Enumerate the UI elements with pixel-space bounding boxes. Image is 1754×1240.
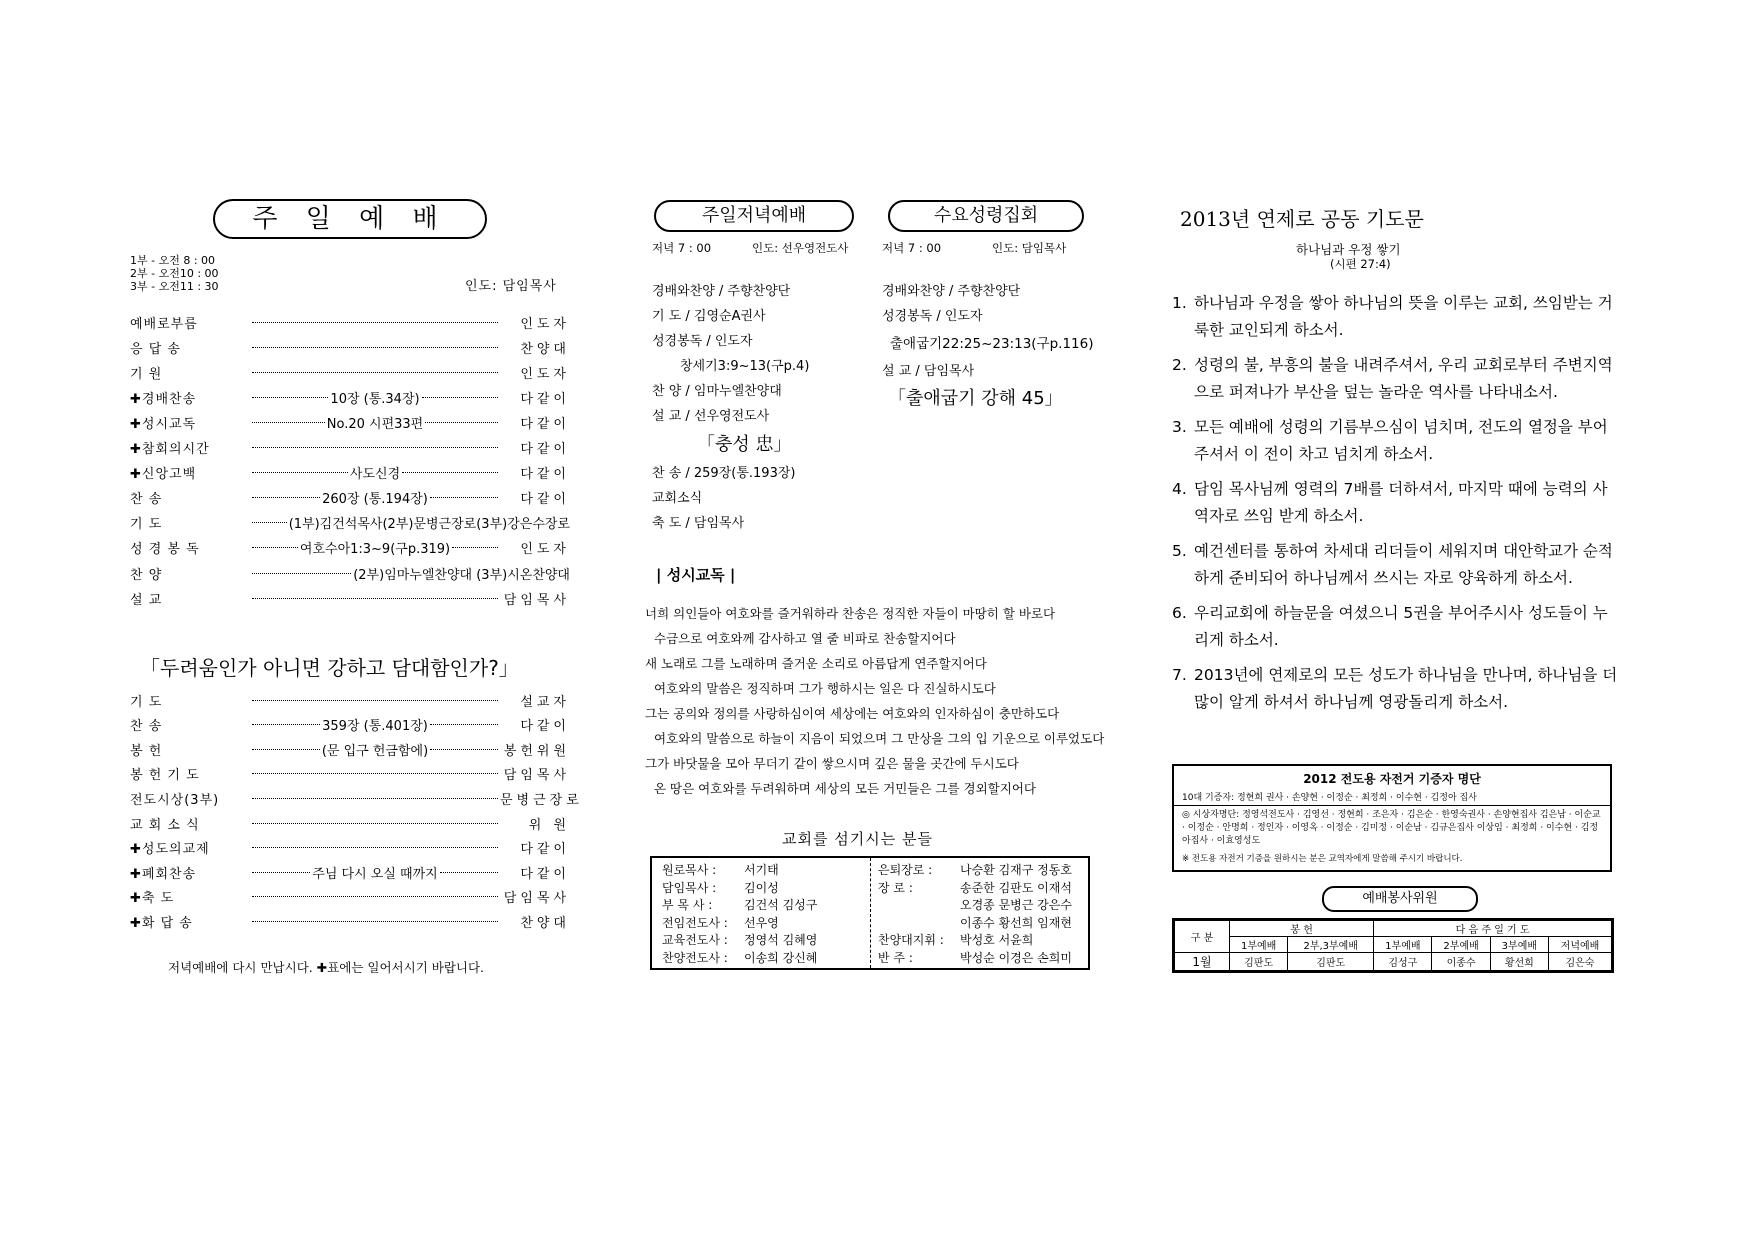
prayer-text: 우리교회에 하늘문을 여셨으니 5권을 부어주시사 성도들이 누리게 하소서. (1194, 604, 1608, 649)
order-label: ✚성도의교제 (130, 842, 210, 858)
order-responsible: 다같이 (520, 866, 570, 882)
wednesday-order (882, 280, 1102, 420)
wednesday-item: 설 교 / 담임목사 (882, 364, 975, 379)
order-responsible: 위 원 (528, 817, 570, 833)
service-order-row (130, 788, 583, 808)
order-detail-line (250, 447, 500, 448)
prayer-item (1172, 414, 1622, 468)
service-order-row (130, 362, 570, 382)
donor-note: ※ 전도용 자전거 기증을 원하시는 분은 교역자에게 말씀해 주시기 바랍니다. (1182, 854, 1463, 864)
prayer-reference: (시편 27:4) (1330, 257, 1391, 271)
prayer-number: 6. (1172, 604, 1187, 622)
service-order-row (130, 513, 570, 533)
wednesday-time: 저녁 7 : 00 (882, 241, 942, 255)
servant-row (662, 914, 867, 932)
order-detail-line (250, 847, 500, 848)
evening-item: 경배와찬양 / 주향찬양단 (652, 284, 791, 299)
leader-dots (430, 497, 498, 498)
servant-row (878, 896, 1083, 914)
order-label: ✚신앙고백 (130, 467, 197, 483)
wednesday-item: 출애굽기22:25~23:13(구p.116) (890, 336, 1094, 352)
order-responsible: 다같이 (520, 416, 570, 432)
servant-role: 원로목사 : (662, 863, 717, 877)
duty-sub: 2부예배 (1432, 937, 1490, 953)
order-detail-line (250, 413, 500, 432)
reading-line: 새 노래로 그를 노래하며 즐거운 소리로 아름답게 연주할지어다 (645, 656, 987, 671)
duty-name: 김판도 (1230, 953, 1288, 971)
order-detail-line (250, 823, 500, 824)
service-order-row (130, 312, 570, 332)
leader-dots (252, 598, 498, 599)
leader-dots (252, 472, 348, 473)
servant-names: 나승환 김재구 정동호 (960, 863, 1072, 877)
order-detail: (1부)김건석목사(2부)문병근장로(3부)강은수장로 (288, 517, 570, 533)
duty-name: 김판도 (1288, 953, 1374, 971)
prayer-item (1172, 476, 1622, 530)
service-time-2: 2부 - 오전10 : 00 (130, 267, 219, 280)
service-order-row (130, 463, 570, 483)
prayer-text: 하나님과 우정을 쌓아 하나님의 뜻을 이루는 교회, 쓰임받는 거룩한 교인되게 하소서. (1194, 294, 1613, 339)
servant-row (878, 861, 1083, 879)
prayer-number: 2. (1172, 356, 1187, 374)
duty-sub: 저녁예배 (1548, 937, 1611, 953)
leader-dots (252, 823, 498, 824)
leader-dots (252, 573, 351, 574)
order-detail-line (250, 863, 500, 882)
wednesday-item: 경배와찬양 / 주향찬양단 (882, 284, 1021, 299)
servant-names: 박성호 서윤희 (960, 933, 1034, 947)
evening-item: 교회소식 (652, 491, 703, 506)
reading-line: 온 땅은 여호와를 두려워하며 세상의 모든 거민들은 그를 경외할지어다 (654, 781, 1036, 796)
service-order-row (130, 438, 570, 458)
leader-dots (252, 322, 498, 323)
order-label: ✚경배찬송 (130, 391, 197, 407)
servant-names: 이송희 강신혜 (744, 950, 818, 965)
servant-row (662, 896, 867, 914)
order-detail-line (250, 538, 500, 557)
order-label: 찬 양 (130, 567, 163, 583)
order-responsible: 설교자 (520, 694, 570, 710)
order-detail: 사도신경 (349, 467, 401, 483)
leader-dots (252, 522, 287, 523)
order-detail-line (250, 372, 500, 373)
order-detail-line (250, 598, 500, 599)
leader-dots (425, 422, 498, 423)
reading-line: 여호와의 말씀은 정직하며 그가 행하시는 일은 다 진실하시도다 (654, 681, 996, 696)
order-responsible: 다같이 (520, 492, 570, 508)
wednesday-item: 성경봉독 / 인도자 (882, 309, 983, 324)
order-detail: (문 입구 헌금함에) (321, 743, 429, 759)
order-detail: 주님 다시 오실 때까지 (312, 866, 438, 882)
responsive-reading (645, 604, 1115, 804)
service-order-2 (130, 690, 583, 950)
service-time-1: 1부 - 오전 8 : 00 (130, 254, 216, 267)
service-order-row (130, 764, 570, 784)
prayer-item (1172, 600, 1622, 654)
servant-names: 선우영 (744, 915, 779, 930)
servant-role: 교육전도사 : (662, 933, 728, 947)
servant-row (662, 879, 867, 897)
sermon-title: 「두려움인가 아니면 강하고 담대함인가?」 (140, 656, 519, 680)
servant-names: 김이성 (744, 880, 779, 895)
servant-row (878, 949, 1083, 967)
prayer-number: 3. (1172, 418, 1187, 436)
prayer-text: 성령의 불, 부흥의 불을 내려주셔서, 우리 교회로부터 주변지역으로 퍼져나가 부산을 덮는 놀라운 역사를 나타내소서. (1194, 356, 1613, 401)
duty-name: 김은숙 (1548, 953, 1611, 971)
order-responsible: 다같이 (520, 842, 570, 858)
leader-dots (252, 847, 498, 848)
leader-dots (252, 872, 310, 873)
servant-names: 송준한 김판도 이재석 (960, 880, 1072, 895)
servant-row (662, 931, 867, 949)
servant-names: 서기태 (744, 863, 779, 877)
order-detail-line (250, 488, 500, 507)
responsive-reading-heading: | 성시교독 | (656, 566, 736, 584)
wednesday-leader: 인도: 담임목사 (992, 241, 1067, 255)
reading-line: 수금으로 여호와께 감사하고 열 줄 비파로 찬송할지어다 (654, 631, 956, 646)
order-label: ✚폐회찬송 (130, 866, 197, 882)
leader-dots (402, 472, 498, 473)
duty-name: 이종수 (1432, 953, 1490, 971)
leader-dots (252, 372, 498, 373)
order-detail: 여호수아1:3~9(구p.319) (299, 542, 451, 558)
service-leader: 인도: 담임목사 (465, 279, 557, 294)
evening-item: 찬 송 / 259장(통.193장) (652, 466, 796, 481)
prayer-item (1172, 352, 1622, 406)
leader-dots (252, 422, 325, 423)
order-label: 봉 헌 (130, 743, 163, 759)
order-responsible: 다같이 (520, 719, 570, 735)
order-label: 예배로부름 (130, 316, 198, 332)
order-detail-line (250, 463, 500, 482)
duty-header-offering: 봉 헌 (1230, 921, 1374, 937)
service-times (130, 254, 219, 293)
order-detail: 260장 (통.194장) (322, 492, 428, 508)
evening-item: 창세기3:9~13(구p.4) (680, 359, 810, 374)
servant-role: 찬양전도사 : (662, 950, 728, 965)
leader-dots (252, 773, 498, 774)
servant-role: 반 주 : (878, 950, 913, 965)
duty-sub: 2부,3부예배 (1288, 937, 1374, 953)
order-label: 교 회 소 식 (130, 817, 200, 833)
prayer-item (1172, 290, 1622, 344)
servants-box (650, 856, 1090, 970)
order-responsible: 담임목사 (503, 891, 570, 907)
order-label: ✚성시교독 (130, 416, 197, 432)
servant-row (878, 931, 1083, 949)
evening-time: 저녁 7 : 00 (652, 241, 712, 255)
servant-names: 이종수 황선희 임재현 (960, 915, 1072, 930)
order-label: ✚축 도 (130, 891, 175, 907)
order-responsible: 다같이 (520, 442, 570, 457)
order-responsible: 인도자 (520, 542, 570, 558)
order-label: 성 경 봉 독 (130, 542, 200, 558)
duty-sub: 3부예배 (1490, 937, 1548, 953)
service-order-row (130, 387, 570, 407)
servant-names: 정영석 김혜영 (744, 933, 818, 947)
order-detail: 10장 (통.34장) (330, 391, 420, 407)
duty-month: 1월 (1175, 953, 1230, 971)
order-detail-line (250, 564, 570, 583)
servants-divider (870, 858, 871, 968)
prayer-number: 4. (1172, 480, 1187, 498)
order-responsible: 다같이 (520, 467, 570, 483)
order-responsible: 찬양대 (520, 341, 570, 357)
servant-row (878, 914, 1083, 932)
service-order-row (130, 911, 570, 931)
prayer-text: 모든 예배에 성령의 기름부으심이 넘치며, 전도의 열정을 부어주셔서 이 전이 차고 넘치게 하소서. (1194, 418, 1608, 463)
donor-top10: 10대 기증자: 정현희 권사 · 손양현 · 이정순 · 최정희 · 이수현 · 김정아 집사 (1182, 793, 1477, 803)
leader-dots (252, 347, 498, 348)
evening-item: 기 도 / 김영순A권사 (652, 309, 766, 324)
order-detail-line (250, 715, 500, 734)
servant-role: 찬양대지휘 : (878, 933, 944, 947)
service-order-row (130, 563, 570, 583)
reading-line: 그는 공의와 정의를 사랑하심이여 세상에는 여호와의 인자하심이 충만하도다 (645, 706, 1060, 721)
duty-sub: 1부예배 (1230, 937, 1288, 953)
order-detail-line (250, 513, 570, 532)
service-order-1 (130, 312, 570, 642)
evening-sermon-title: 「충성 忠」 (697, 434, 792, 455)
servant-role: 전임전도사 : (662, 915, 728, 930)
evening-order (652, 280, 872, 540)
prayer-list (1172, 290, 1622, 750)
wednesday-sermon-title: 「출애굽기 강해 45」 (888, 388, 1063, 409)
service-order-row (130, 813, 570, 833)
donor-title: 2012 전도용 자전거 기증자 명단 (1303, 772, 1481, 786)
servant-role: 장 로 : (878, 880, 913, 895)
service-order-row (130, 412, 570, 432)
order-responsible: 담임목사 (503, 768, 570, 784)
donor-awardees: ◎ 시상자명단: 정영석전도사 · 김영선 · 정현희 · 조은자 · 김은순 · 한영숙권사 · 손양현집사 김은남 · 이순교 · 이정순 · 안명희 · 정인자 · 이영옥 · 이정순 · 김미정 · 이순남 · 김규은집사 이상임 · 최정희 · 이수현 · 김정아집사 · 이효영성도 (1182, 810, 1601, 846)
order-label: 찬 송 (130, 492, 163, 508)
order-label: 응 답 송 (130, 341, 181, 357)
leader-dots (430, 749, 498, 750)
reading-line: 너희 의인들아 여호와를 즐거워하라 찬송은 정직한 자들이 마땅히 할 바로다 (645, 606, 1056, 621)
service-order-row (130, 887, 570, 907)
order-label: 전도시상(3부) (130, 792, 220, 808)
servant-names: 오경종 문병근 강은수 (960, 898, 1072, 912)
leader-dots (430, 724, 498, 725)
order-responsible: 인도자 (520, 366, 570, 382)
order-label: 기 원 (130, 366, 163, 382)
order-label: 봉 헌 기 도 (130, 768, 200, 784)
leader-dots (252, 447, 498, 448)
order-detail-line (250, 740, 500, 759)
leader-dots (422, 397, 498, 398)
service-order-row (130, 538, 570, 558)
prayer-title: 2013년 연제로 공동 기도문 (1180, 207, 1424, 231)
servant-role (878, 914, 960, 932)
prayer-text: 2013년에 연제로의 모든 성도가 하나님을 만나며, 하나님을 더 많이 알게 하셔서 하나님께 영광돌리게 하소서. (1194, 666, 1618, 711)
prayer-number: 5. (1172, 542, 1187, 560)
order-detail-line (250, 322, 500, 323)
duty-header-prayer: 다 음 주 일 기 도 (1374, 921, 1612, 937)
wednesday-service-title: 수요성령집회 (888, 200, 1084, 232)
servants-heading: 교회를 섬기시는 분들 (782, 830, 933, 848)
prayer-number: 1. (1172, 294, 1187, 312)
order-label: 설 교 (130, 592, 163, 608)
service-time-3: 3부 - 오전11 : 30 (130, 280, 219, 293)
evening-leader: 인도: 선우영전도사 (752, 241, 849, 255)
order-responsible: 문병근장로 (500, 792, 583, 808)
leader-dots (252, 397, 328, 398)
service-order-row (130, 690, 570, 710)
servant-role: 은퇴장로 : (878, 863, 933, 877)
service-footnote: 저녁예배에 다시 만납시다. ✚표에는 일어서시기 바랍니다. (168, 960, 485, 975)
service-order-row (130, 838, 570, 858)
order-label: 기 도 (130, 517, 163, 533)
prayer-number: 7. (1172, 666, 1187, 684)
service-order-row (130, 715, 570, 735)
service-order-row (130, 588, 570, 608)
leader-dots (452, 547, 498, 548)
order-detail: (2부)임마누엘찬양대 (3부)시온찬양대 (353, 567, 570, 583)
order-detail-line (250, 921, 500, 922)
order-label: 기 도 (130, 694, 163, 710)
duty-header-gubun: 구 분 (1175, 921, 1230, 953)
order-label: ✚화 답 송 (130, 915, 193, 931)
order-detail: 359장 (통.401장) (322, 719, 428, 735)
order-responsible: 인도자 (520, 316, 570, 332)
leader-dots (252, 896, 498, 897)
service-order-row (130, 862, 570, 882)
order-responsible: 봉헌위원 (503, 743, 570, 759)
servant-row (662, 949, 867, 967)
order-responsible: 찬양대 (520, 915, 570, 931)
order-detail-line (250, 798, 500, 799)
leader-dots (252, 798, 498, 799)
leader-dots (252, 921, 498, 922)
duty-table (1172, 918, 1614, 973)
donor-separator (1174, 805, 1610, 806)
order-detail-line (250, 773, 500, 774)
servant-role (878, 896, 960, 914)
order-label: 찬 송 (130, 719, 163, 735)
servant-row (878, 879, 1083, 897)
reading-line: 그가 바닷물을 모아 무더기 같이 쌓으시며 깊은 물을 곳간에 두시도다 (645, 756, 1019, 771)
servant-names: 김건석 김성구 (744, 898, 818, 912)
duty-title: 예배봉사위원 (1322, 886, 1478, 912)
order-detail-line (250, 700, 500, 701)
order-responsible: 담임목사 (503, 592, 570, 608)
order-detail: No.20 시편33편 (326, 416, 424, 432)
service-order-row (130, 739, 570, 759)
servant-row (662, 861, 867, 879)
prayer-item (1172, 538, 1622, 592)
leader-dots (252, 724, 320, 725)
evening-item: 찬 양 / 임마누엘찬양대 (652, 384, 782, 399)
leader-dots (252, 749, 320, 750)
order-detail-line (250, 388, 500, 407)
leader-dots (252, 497, 320, 498)
duty-sub: 1부예배 (1374, 937, 1432, 953)
evening-item: 축 도 / 담임목사 (652, 516, 745, 531)
servant-names: 박성순 이경은 손희미 (960, 950, 1072, 965)
prayer-text: 담임 목사님께 영력의 7배를 더하셔서, 마지막 때에 능력의 사역자로 쓰임 받게 하소서. (1194, 480, 1608, 525)
prayer-text: 예건센터를 통하여 차세대 리더들이 세워지며 대안학교가 순적하게 준비되어 하나님께서 쓰시는 자로 양육하게 하소서. (1194, 542, 1613, 587)
order-detail-line (250, 347, 500, 348)
prayer-item (1172, 662, 1622, 716)
leader-dots (440, 872, 498, 873)
evening-item: 성경봉독 / 인도자 (652, 334, 753, 349)
reading-line: 여호와의 말씀으로 하늘이 지음이 되었으며 그 만상을 그의 입 기운으로 이루었도다 (654, 731, 1105, 746)
servant-role: 담임목사 : (662, 880, 717, 895)
service-order-row (130, 337, 570, 357)
sunday-service-title: 주 일 예 배 (213, 199, 487, 239)
leader-dots (252, 700, 498, 701)
service-order-row (130, 488, 570, 508)
servant-role: 부 목 사 : (662, 898, 713, 912)
evening-service-title: 주일저녁예배 (654, 200, 854, 232)
order-label: ✚참회의시간 (130, 442, 210, 457)
duty-name: 황선희 (1490, 953, 1548, 971)
order-responsible: 다같이 (520, 391, 570, 407)
duty-name: 김성구 (1374, 953, 1432, 971)
prayer-subtitle: 하나님과 우정 쌓기 (1296, 242, 1401, 257)
leader-dots (252, 547, 298, 548)
evening-item: 설 교 / 선우영전도사 (652, 409, 770, 424)
donor-box (1172, 764, 1612, 872)
order-detail-line (250, 896, 500, 897)
